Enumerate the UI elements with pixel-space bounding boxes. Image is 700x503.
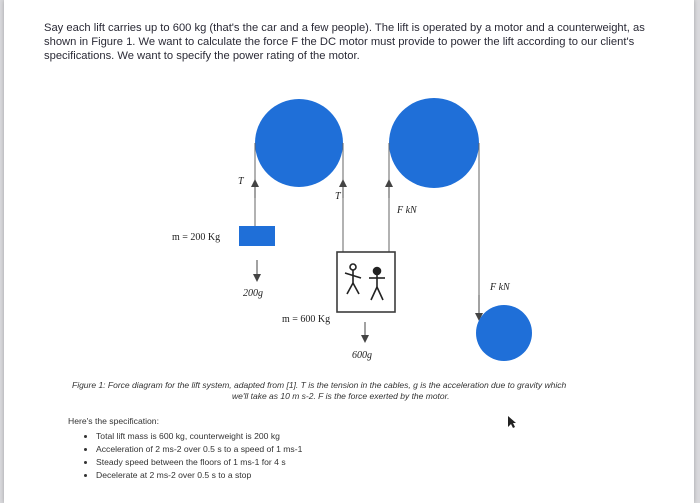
spec-item: • Steady speed between the floors of 1 ms-1 for 4 s (96, 456, 468, 469)
right-pulley (389, 98, 479, 188)
motor-counterweight (476, 305, 532, 361)
counterweight-mass-label: m = 200 Kg (172, 232, 221, 243)
figure-caption (72, 380, 662, 402)
lift-car (337, 252, 395, 312)
tension-label-left: T (238, 176, 244, 187)
spec-item: • Acceleration of 2 ms-2 over 0.5 s to a speed of 1 ms-1 (96, 443, 468, 456)
specification-section (68, 416, 468, 482)
spec-list (68, 430, 468, 482)
left-pulley (255, 99, 343, 187)
car-gravity-label: 600g (352, 350, 372, 361)
counterweight-gravity-label: 200g (243, 288, 263, 299)
tension-label-mid: T (335, 191, 341, 202)
lift-force-diagram (4, 0, 694, 375)
intro-paragraph: Say each lift carries up to 600 kg (that's the car and a few people). The lift is operated by a motor and a counterweight, as shown in Figure 1. We want to calculate the force F the DC motor must provide to power the lift according to our client's specifications. We want to specify the power rating of the motor. (44, 22, 645, 63)
caption-line-2: we'll take as 10 m s-2. F is the force exerted by the motor. (232, 391, 450, 401)
car-mass-label: m = 600 Kg (282, 314, 331, 325)
force-label-right: F kN (490, 282, 510, 293)
spec-heading: Here's the specification: (68, 416, 159, 426)
counterweight-block (239, 226, 275, 246)
mouse-pointer-icon (507, 415, 517, 429)
force-label-top: F kN (397, 205, 417, 216)
spec-item: • Total lift mass is 600 kg, counterweight is 200 kg (96, 430, 468, 443)
spec-item: • Decelerate at 2 ms-2 over 0.5 s to a stop (96, 469, 468, 482)
caption-line-1: Figure 1: Force diagram for the lift system, adapted from [1]. T is the tension in the cables, g is the acceleration due to gravity which (72, 380, 567, 390)
document-page (4, 0, 694, 503)
